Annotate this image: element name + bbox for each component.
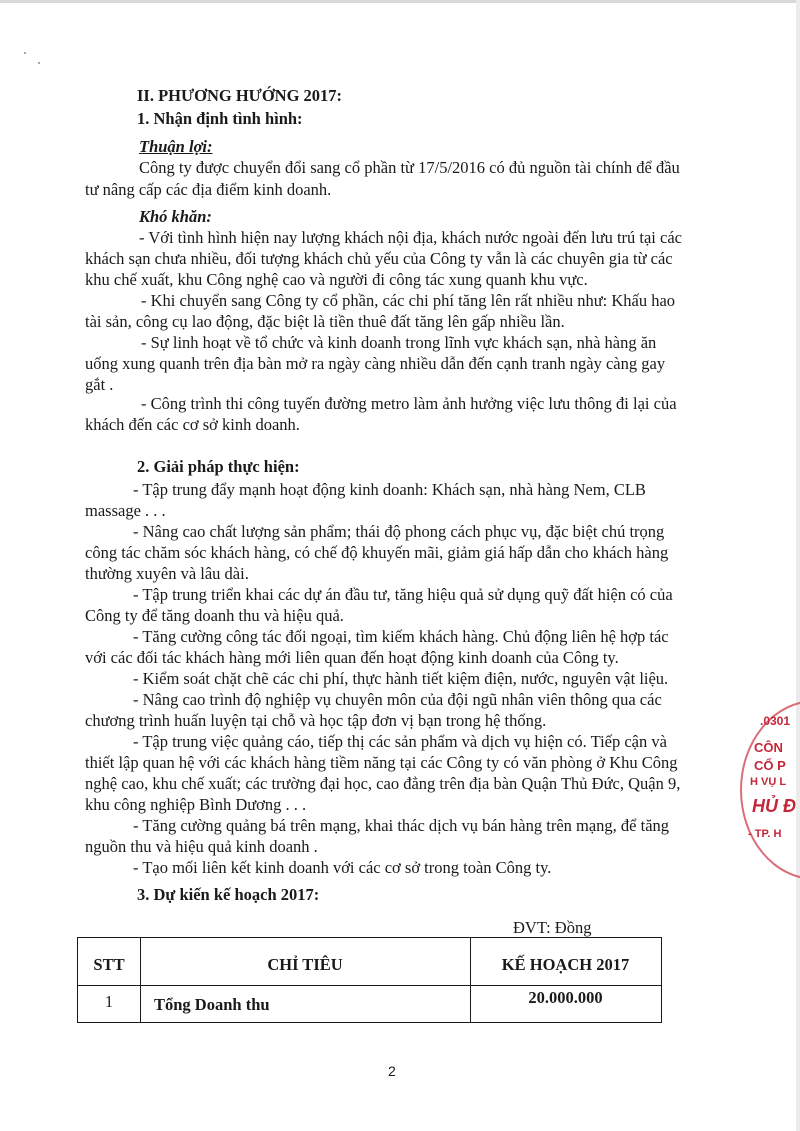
table-header-chi-tieu: CHỈ TIÊU (267, 955, 343, 974)
thuan-loi-line: Công ty được chuyển đổi sang cổ phần từ 17/5/2016 có đủ nguồn tài chính để đầu (139, 158, 680, 177)
giai-phap-line: - Tập trung đẩy mạnh hoạt động kinh doanh: Khách sạn, nhà hàng Nem, CLB (133, 480, 646, 499)
kho-khan-line: - Khi chuyển sang Công ty cổ phần, các chi phí tăng lên rất nhiều như: Khấu hao (141, 291, 676, 310)
kho-khan-line: - Với tình hình hiện nay lượng khách nội địa, khách nước ngoài đến lưu trú tại các (139, 228, 682, 247)
heading-nhan-dinh: 1. Nhận định tình hình: (137, 109, 303, 128)
scan-speck (38, 62, 40, 64)
unit-label: ĐVT: Đồng (513, 918, 592, 937)
giai-phap-line: công tác chăm sóc khách hàng, có chế độ khuyến mãi, giảm giá hấp dẫn cho khách hàng (85, 543, 669, 562)
section-title: II. PHƯƠNG HƯỚNG 2017: (137, 86, 343, 105)
giai-phap-line: chương trình huấn luyện tại chỗ và học tập đơn vị bạn trong hệ thống. (85, 711, 547, 730)
stamp-text: CÔN (754, 740, 783, 755)
page-number: 2 (388, 1063, 396, 1079)
giai-phap-line: - Nâng cao chất lượng sản phẩm; thái độ phong cách phục vụ, đặc biệt chú trọng (133, 522, 665, 541)
giai-phap-line: - Tạo mối liên kết kinh doanh với các cơ sở trong toàn Công ty. (133, 858, 552, 877)
giai-phap-line: với các đối tác khách hàng mới liên quan đến hoạt động kinh doanh của Công ty. (85, 648, 619, 667)
kho-khan-line: - Công trình thi công tuyến đường metro làm ảnh hưởng việc lưu thông đi lại của (141, 394, 677, 413)
kho-khan-line: gắt . (85, 375, 114, 394)
kho-khan-line: tài sản, công cụ lao động, đặc biệt là tiền thuê đất tăng lên gấp nhiều lần. (85, 312, 565, 331)
giai-phap-line: - Tập trung triển khai các dự án đầu tư, tăng hiệu quả sử dụng quỹ đất hiện có của (133, 585, 673, 604)
giai-phap-line: thiết lập quan hệ với các khách hàng tiềm năng tại các Công ty có văn phòng ở Khu Công (85, 753, 678, 772)
heading-giai-phap: 2. Giải pháp thực hiện: (137, 457, 300, 476)
table-cell-stt: 1 (104, 992, 114, 1011)
giai-phap-line: khu công nghiệp Bình Dương . . . (85, 795, 307, 814)
stamp-text: - TP. H (748, 828, 782, 840)
table-header-ke-hoach: KẾ HOẠCH 2017 (501, 955, 630, 974)
thuan-loi-line: tư nâng cấp các địa điểm kinh doanh. (85, 180, 332, 199)
heading-du-kien: 3. Dự kiến kế hoạch 2017: (137, 885, 320, 904)
table-cell-chi-tieu: Tổng Doanh thu (154, 995, 270, 1014)
kho-khan-line: uống xung quanh trên địa bàn mở ra ngày càng nhiều dẫn đến cạnh tranh ngày càng gay (85, 354, 666, 373)
giai-phap-line: - Kiểm soát chặt chẽ các chi phí, thực hành tiết kiệm điện, nước, nguyên vật liệu. (133, 669, 669, 688)
giai-phap-line: - Tăng cường công tác đối ngoại, tìm kiếm khách hàng. Chủ động liên hệ hợp tác (133, 627, 669, 646)
giai-phap-line: nghệ cao, khu chế xuất; các trường đại học, cao đẳng trên địa bàn Quận Thủ Đức, Quận 9, (85, 774, 681, 793)
table-header-stt: STT (93, 955, 125, 974)
table-cell-ke-hoach: 20.000.000 (528, 988, 603, 1007)
table-col-divider (140, 938, 141, 1022)
table-row-divider (78, 985, 661, 986)
giai-phap-line: thường xuyên và lâu dài. (85, 564, 249, 583)
giai-phap-line: nguồn thu và hiệu quả kinh doanh . (85, 837, 318, 856)
giai-phap-line: - Nâng cao trình độ nghiệp vụ chuyên môn của đội ngũ nhân viên thông qua các (133, 690, 662, 709)
page-right-edge (796, 0, 800, 1131)
table-col-divider (470, 938, 471, 1022)
scan-speck (24, 52, 26, 54)
label-kho-khan: Khó khăn: (139, 207, 212, 226)
stamp-text: .0301 (760, 714, 791, 728)
giai-phap-line: Công ty để tăng doanh thu và hiệu quả. (85, 606, 344, 625)
kho-khan-line: khu chế xuất, khu Công nghệ cao và người đi công tác xung quanh khu vực. (85, 270, 588, 289)
stamp-text: CỔ P (754, 758, 786, 773)
kho-khan-line: khách sạn chưa nhiều, đối tượng khách chủ yếu của Công ty vẫn là các chuyên gia từ các (85, 249, 673, 268)
page-top-edge (0, 0, 800, 3)
giai-phap-line: - Tăng cường quảng bá trên mạng, khai thác dịch vụ bán hàng trên mạng, để tăng (133, 816, 670, 835)
company-stamp (740, 700, 800, 880)
label-thuan-loi: Thuận lợi: (139, 137, 213, 156)
giai-phap-line: massage . . . (85, 501, 166, 520)
kho-khan-line: - Sự linh hoạt về tổ chức và kinh doanh trong lĩnh vực khách sạn, nhà hàng ăn (141, 333, 657, 352)
stamp-text: HỦ Đ (752, 796, 796, 816)
kho-khan-line: khách đến các cơ sở kinh doanh. (85, 415, 300, 434)
giai-phap-line: - Tập trung việc quảng cáo, tiếp thị các sản phẩm và dịch vụ hiện có. Tiếp cận và (133, 732, 667, 751)
plan-table (77, 937, 662, 1023)
stamp-text: H VỤ L (750, 776, 787, 788)
